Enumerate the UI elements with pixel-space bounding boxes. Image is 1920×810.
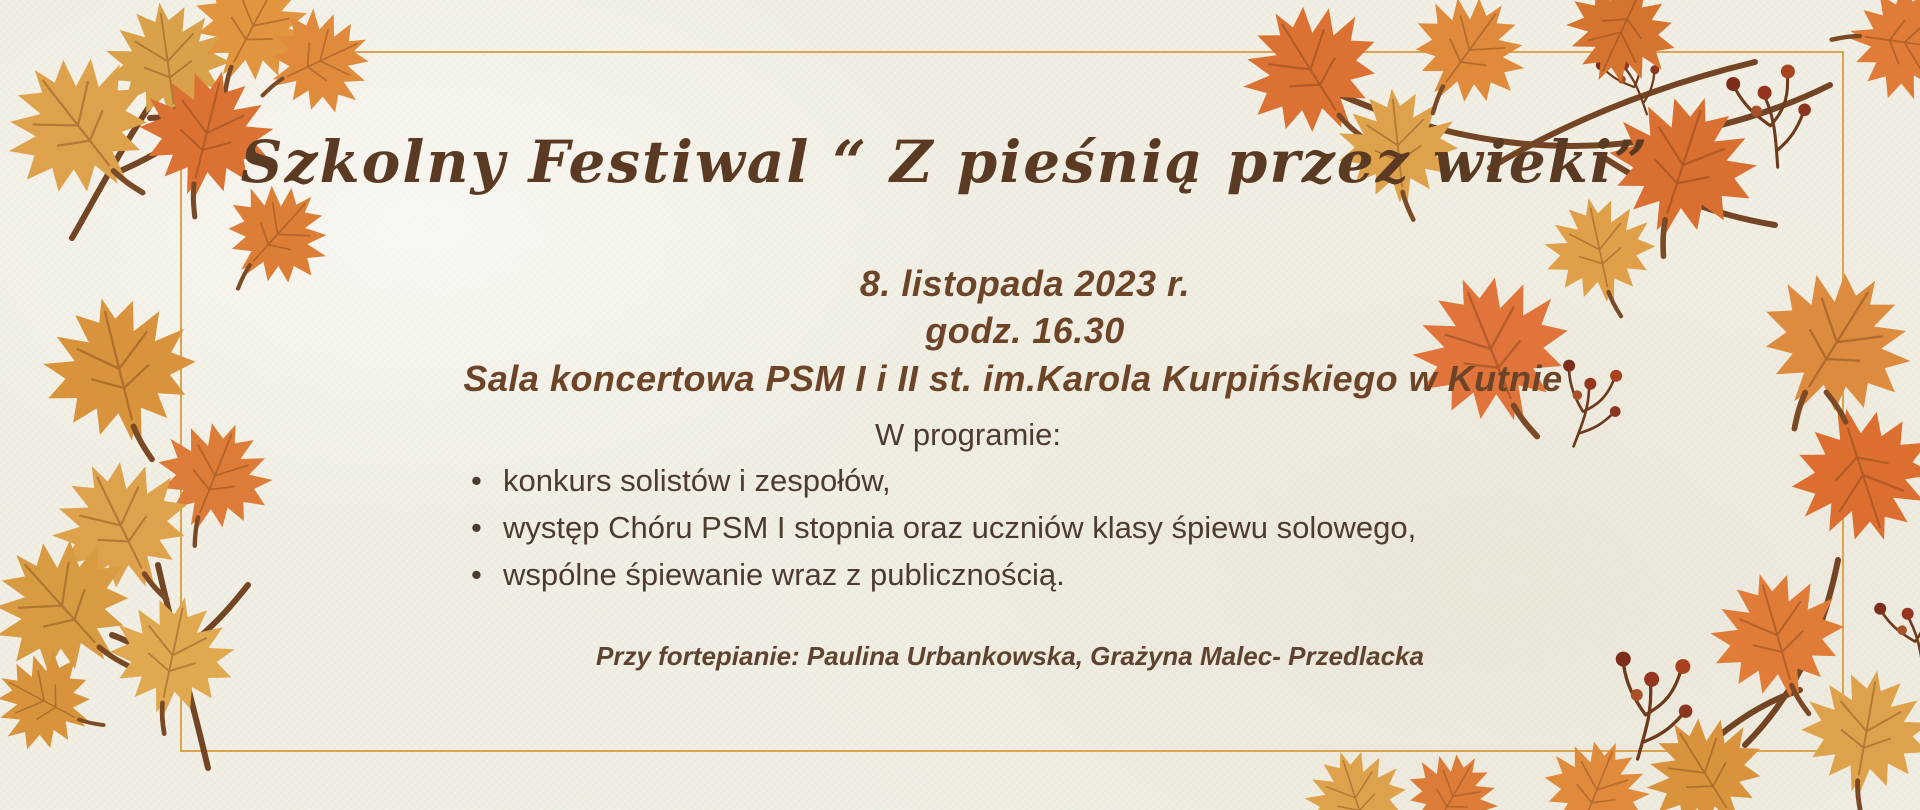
program-item: [465, 551, 1840, 598]
program-item-label: konkurs solistów i zespołów,: [503, 463, 891, 498]
event-venue: Sala koncertowa PSM I i II st. im.Karola Kurpińskiego w Kutnie: [463, 358, 1563, 399]
event-date: 8. listopada 2023 r.: [859, 263, 1191, 304]
program-item-label: wspólne śpiewanie wraz z publicznością.: [503, 557, 1065, 592]
program-item: [465, 504, 1840, 551]
program-heading: W programie:: [874, 417, 1062, 452]
bullet-icon: •: [471, 557, 482, 592]
bullet-icon: •: [471, 463, 482, 498]
program-item-label: występ Chóru PSM I stopnia oraz uczniów klasy śpiewu solowego,: [503, 510, 1417, 545]
program-item: [465, 457, 1840, 504]
bullet-icon: •: [471, 510, 482, 545]
berries-icon: [1872, 585, 1920, 685]
poster-content: [180, 51, 1840, 748]
program-list: [180, 457, 1840, 598]
event-time: godz. 16.30: [925, 310, 1125, 351]
poster-title: Szkolny Festiwal “ Z pieśnią przez wieki”: [240, 128, 1650, 196]
accompanist-credit: Przy fortepianie: Paulina Urbankowska, Grażyna Malec- Przedlacka: [596, 641, 1424, 671]
